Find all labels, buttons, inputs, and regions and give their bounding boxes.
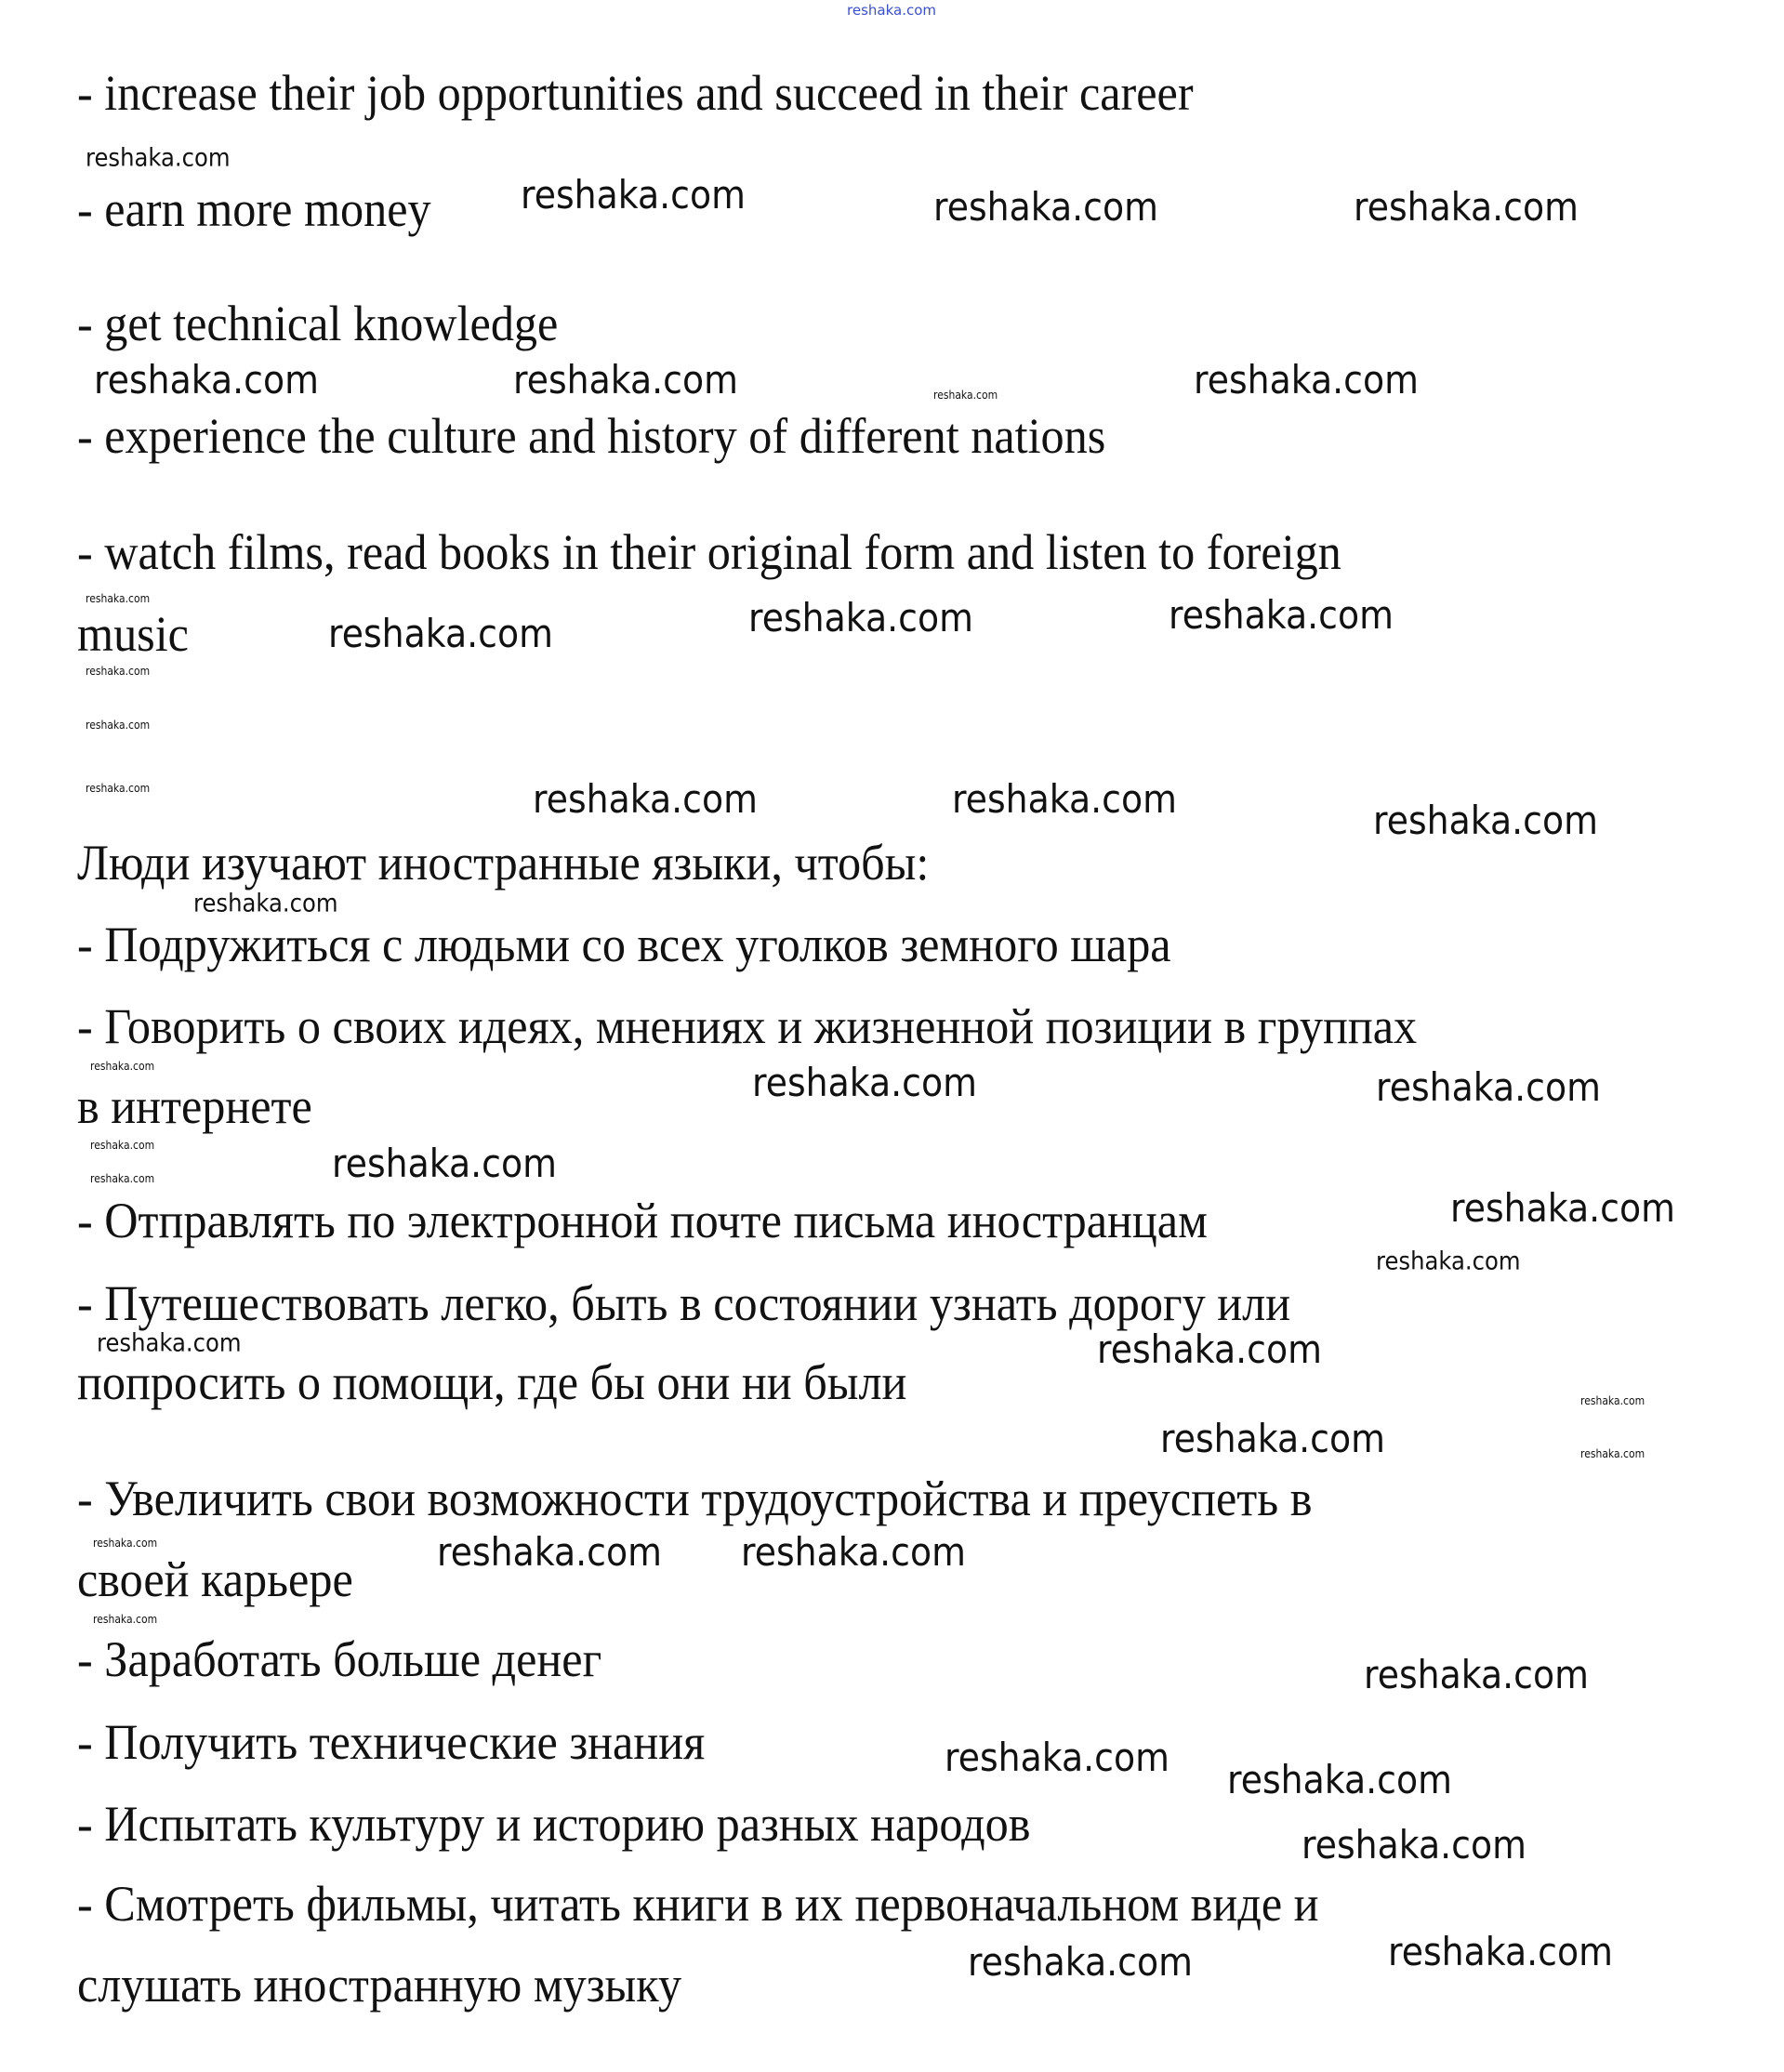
watermark: reshaka.com: [521, 172, 746, 218]
text-line: - Заработать больше денег: [77, 1631, 602, 1687]
watermark: reshaka.com: [1376, 1247, 1521, 1276]
text-line: в интернете: [77, 1078, 312, 1134]
watermark: reshaka.com: [968, 1939, 1193, 1985]
watermark: reshaka.com: [328, 611, 553, 656]
watermark: reshaka.com: [86, 592, 151, 605]
watermark: reshaka.com: [1388, 1929, 1613, 1974]
watermark: reshaka.com: [1580, 1394, 1645, 1407]
watermark: reshaka.com: [93, 1537, 158, 1550]
watermark: reshaka.com: [97, 1328, 242, 1358]
text-line: слушать иностранную музыку: [77, 1957, 682, 2013]
watermark: reshaka.com: [513, 357, 738, 403]
watermark: reshaka.com: [1354, 184, 1579, 230]
watermark: reshaka.com: [1160, 1416, 1385, 1461]
watermark: reshaka.com: [933, 184, 1158, 230]
text-line: Люди изучают иностранные языки, чтобы:: [77, 835, 930, 891]
watermark: reshaka.com: [90, 1172, 155, 1185]
text-line: - Получить технические знания: [77, 1714, 706, 1770]
watermark: reshaka.com: [1364, 1652, 1589, 1697]
watermark: reshaka.com: [86, 143, 231, 173]
watermark: reshaka.com: [945, 1735, 1170, 1780]
watermark: reshaka.com: [741, 1529, 966, 1575]
text-line: - Испытать культуру и историю разных народов: [77, 1796, 1031, 1852]
text-line: - increase their job opportunities and succeed in their career: [77, 65, 1194, 121]
text-line: - Подружиться с людьми со всех уголков земного шара: [77, 917, 1171, 972]
watermark: reshaka.com: [90, 1139, 155, 1152]
watermark: reshaka.com: [1169, 592, 1394, 638]
watermark: reshaka.com: [1373, 798, 1598, 843]
text-line: попросить о помощи, где бы они ни были: [77, 1354, 907, 1410]
watermark: reshaka.com: [752, 1060, 977, 1105]
watermark: reshaka.com: [86, 719, 151, 732]
watermark: reshaka.com: [952, 776, 1177, 822]
text-line: - Говорить о своих идеях, мнениях и жизненной позиции в группах: [77, 998, 1418, 1054]
watermark: reshaka.com: [1450, 1185, 1675, 1231]
watermark: reshaka.com: [1376, 1064, 1601, 1110]
text-line: - experience the culture and history of different nations: [77, 408, 1106, 464]
watermark: reshaka.com: [332, 1141, 557, 1186]
watermark: reshaka.com: [93, 1613, 158, 1626]
watermark: reshaka.com: [1194, 357, 1419, 403]
text-line: - earn more money: [77, 181, 431, 237]
watermark: reshaka.com: [1302, 1822, 1526, 1867]
text-line: - watch films, read books in their original form and listen to foreign: [77, 524, 1341, 580]
text-line: своей карьере: [77, 1551, 353, 1607]
watermark: reshaka.com: [90, 1060, 155, 1073]
watermark: reshaka.com: [748, 595, 973, 640]
text-line: - Путешествовать легко, быть в состоянии узнать дорогу или: [77, 1275, 1291, 1331]
watermark: reshaka.com: [193, 889, 338, 918]
watermark: reshaka.com: [437, 1529, 662, 1575]
text-line: music: [77, 606, 189, 662]
watermark: reshaka.com: [933, 389, 998, 402]
text-line: - get technical knowledge: [77, 296, 559, 351]
text-line: - Отправлять по электронной почте письма иностранцам: [77, 1193, 1208, 1248]
text-line: - Смотреть фильмы, читать книги в их первоначальном виде и: [77, 1876, 1319, 1932]
site-header-link[interactable]: reshaka.com: [847, 2, 936, 19]
watermark: reshaka.com: [1227, 1757, 1452, 1802]
watermark: reshaka.com: [94, 357, 319, 403]
watermark: reshaka.com: [1580, 1447, 1645, 1460]
watermark: reshaka.com: [86, 782, 151, 795]
text-line: - Увеличить свои возможности трудоустройства и преуспеть в: [77, 1471, 1313, 1526]
watermark: reshaka.com: [533, 776, 758, 822]
watermark: reshaka.com: [86, 665, 151, 678]
watermark: reshaka.com: [1097, 1326, 1322, 1372]
